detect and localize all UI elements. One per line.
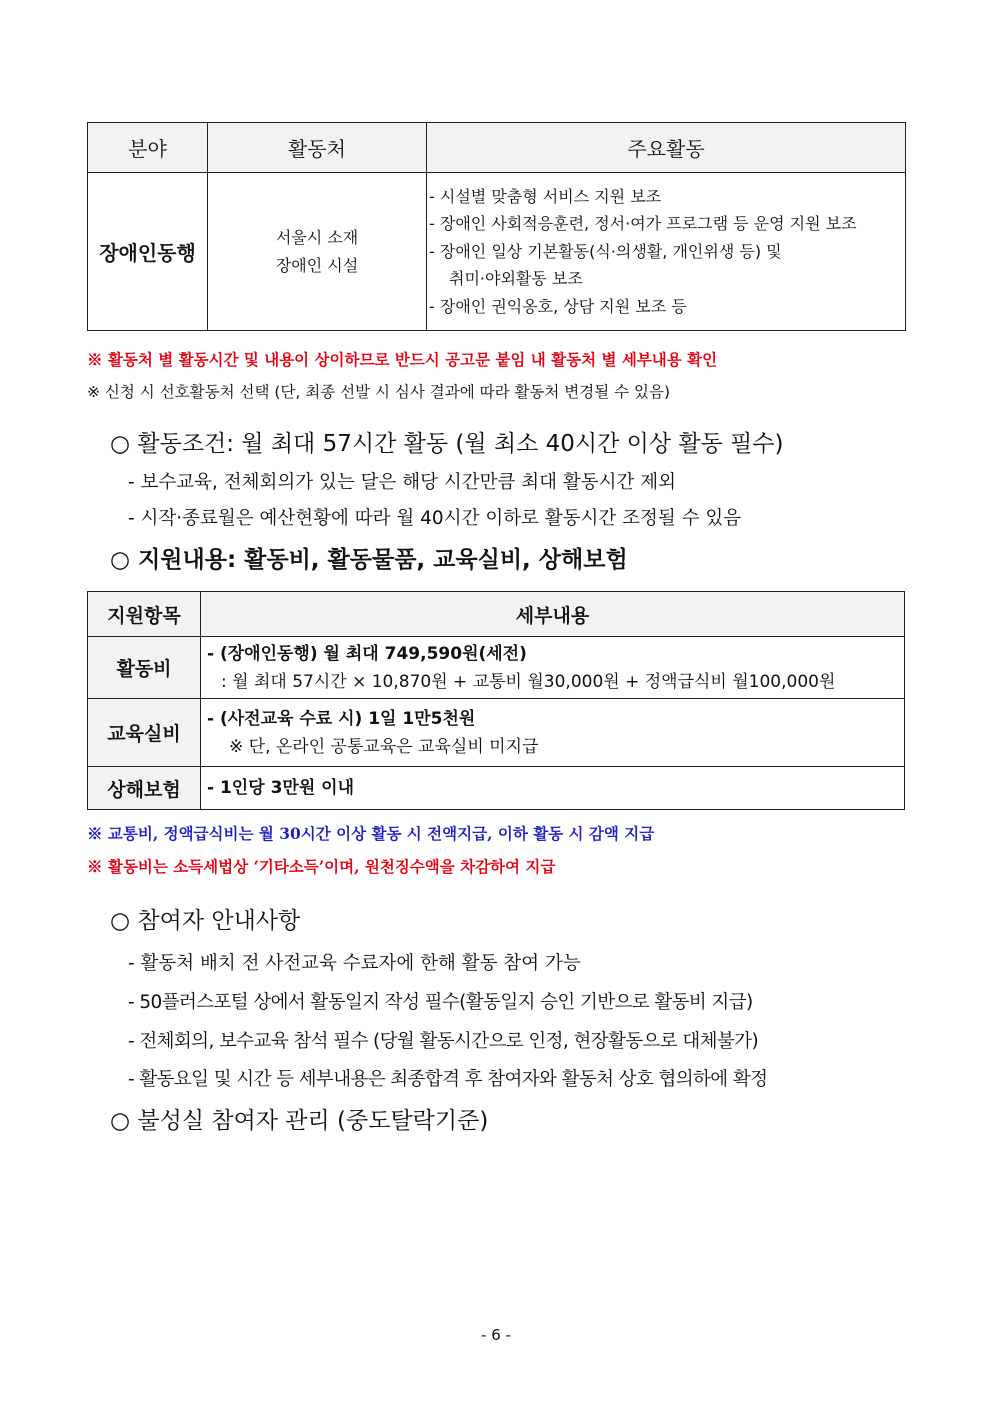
conditions-heading: ○ 활동조건: 월 최대 57시간 활동 (월 최소 40시간 이상 활동 필수) bbox=[110, 431, 784, 457]
detail-line: - (장애인동행) 월 최대 749,590원(세전) bbox=[207, 643, 527, 664]
note-red: ※ 활동처 별 활동시간 및 내용이 상이하므로 반드시 공고문 붙임 내 활동처 별 세부내용 확인 bbox=[87, 350, 718, 369]
detail-line: ※ 단, 온라인 공통교육은 교육실비 미지급 bbox=[229, 736, 539, 757]
guide-item: - 50플러스포털 상에서 활동일지 작성 필수(활동일지 승인 기반으로 활동비 지급) bbox=[128, 992, 753, 1013]
activity-item: 취미·야외활동 보조 bbox=[449, 269, 583, 289]
header-place: 활동처 bbox=[208, 123, 427, 173]
header-detail: 세부내용 bbox=[201, 592, 905, 637]
activity-table bbox=[87, 122, 906, 331]
support-heading: ○ 지원내용: 활동비, 활동물품, 교육실비, 상해보험 bbox=[110, 547, 628, 573]
row-detail: - 1인당 3만원 이내 bbox=[201, 767, 905, 810]
guide-item: - 활동처 배치 전 사전교육 수료자에 한해 활동 참여 가능 bbox=[128, 953, 581, 974]
guide-heading: ○ 참여자 안내사항 bbox=[110, 908, 301, 934]
field-cell: 장애인동행 bbox=[88, 173, 208, 331]
condition-item: - 시작·종료월은 예산현황에 따라 월 40시간 이하로 활동시간 조정될 수 있음 bbox=[128, 508, 742, 529]
condition-item: - 보수교육, 전체회의가 있는 달은 해당 시간만큼 최대 활동시간 제외 bbox=[128, 472, 677, 493]
place-line: 서울시 소재 bbox=[275, 227, 359, 247]
activities-cell bbox=[427, 173, 906, 331]
row-detail bbox=[201, 699, 905, 767]
header-item: 지원항목 bbox=[88, 592, 201, 637]
note-red: ※ 활동비는 소득세법상 ‘기타소득’이며, 원천징수액을 차감하여 지급 bbox=[87, 857, 556, 876]
row-label: 교육실비 bbox=[88, 699, 201, 767]
activity-item: - 장애인 사회적응훈련, 정서·여가 프로그램 등 운영 지원 보조 bbox=[429, 214, 857, 234]
row-label: 상해보험 bbox=[88, 767, 201, 810]
activity-item: - 장애인 일상 기본활동(식·의생활, 개인위생 등) 및 bbox=[429, 241, 782, 261]
detail-line: : 월 최대 57시간 × 10,870원 + 교통비 월30,000원 + 정액급식비 월100,000원 bbox=[221, 671, 836, 692]
place-cell bbox=[208, 173, 427, 331]
note-blue: ※ 교통비, 정액급식비는 월 30시간 이상 활동 시 전액지급, 이하 활동 시 감액 지급 bbox=[87, 824, 655, 843]
row-detail bbox=[201, 637, 905, 699]
header-activities: 주요활동 bbox=[427, 123, 906, 173]
guide-item: - 활동요일 및 시간 등 세부내용은 최종합격 후 참여자와 활동처 상호 협의하에 확정 bbox=[128, 1069, 768, 1090]
guide-item: - 전체회의, 보수교육 참석 필수 (당월 활동시간으로 인정, 현장활동으로 대체불가) bbox=[128, 1031, 759, 1052]
detail-line: - (사전교육 수료 시) 1일 1만5천원 bbox=[207, 708, 476, 729]
note: ※ 신청 시 선호활동처 선택 (단, 최종 선발 시 심사 결과에 따라 활동처 변경될 수 있음) bbox=[87, 383, 671, 401]
page-number: - 6 - bbox=[481, 1326, 511, 1344]
management-heading: ○ 불성실 참여자 관리 (중도탈락기준) bbox=[110, 1108, 489, 1134]
row-label: 활동비 bbox=[88, 637, 201, 699]
place-line: 장애인 시설 bbox=[275, 255, 359, 275]
header-field: 분야 bbox=[88, 123, 208, 173]
support-table bbox=[87, 591, 905, 810]
activity-item: - 장애인 권익옹호, 상담 지원 보조 등 bbox=[429, 296, 687, 316]
activity-item: - 시설별 맞춤형 서비스 지원 보조 bbox=[429, 186, 662, 206]
